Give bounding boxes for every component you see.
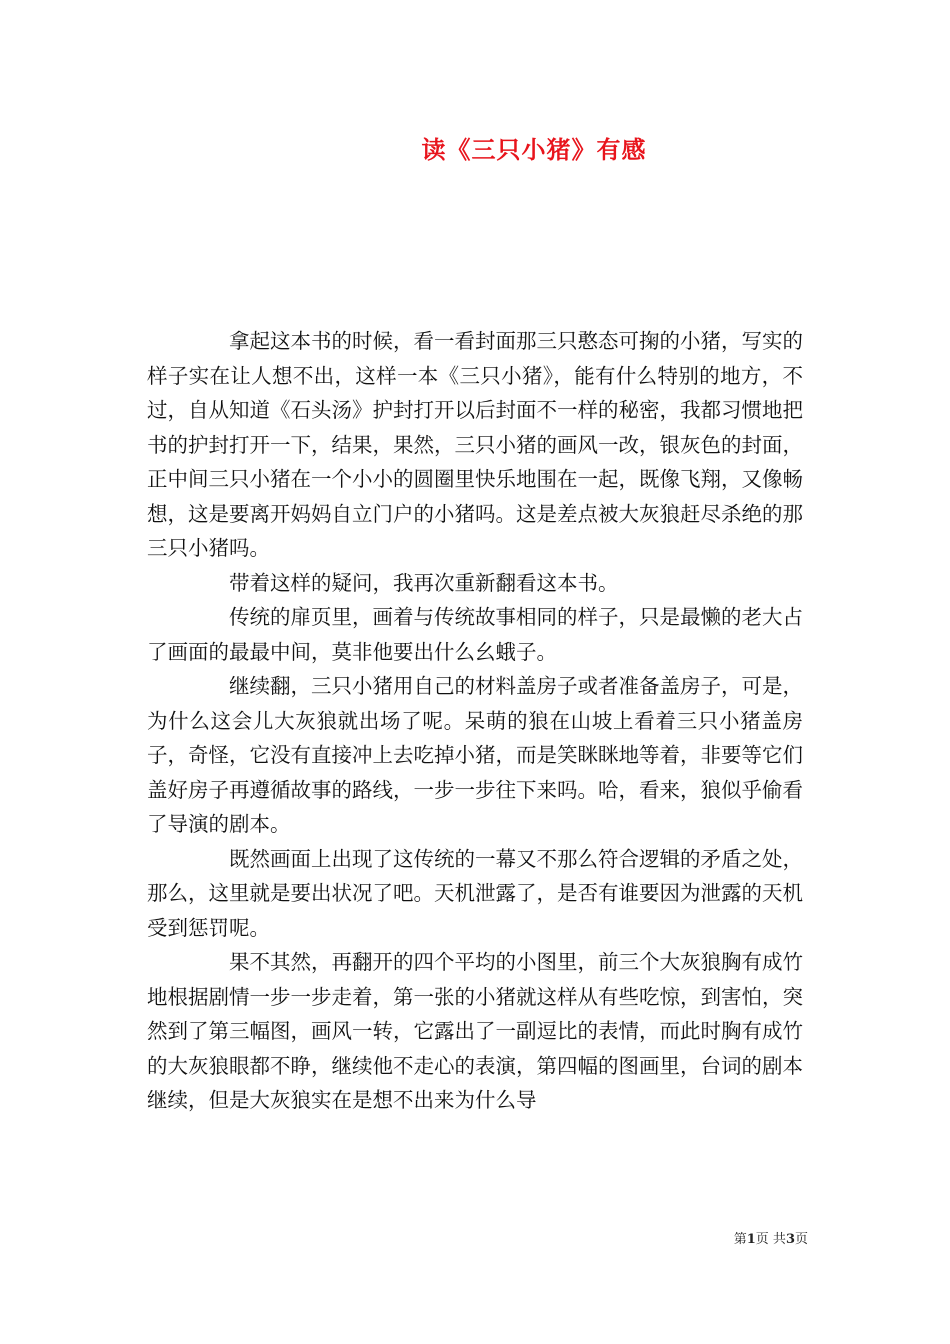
paragraph: 带着这样的疑问，我再次重新翻看这本书。 xyxy=(229,570,619,595)
footer-suffix: 页 xyxy=(794,1232,808,1247)
document-body xyxy=(147,324,803,1118)
total-page-number: 3 xyxy=(785,1232,795,1247)
paragraph: 继续翻，三只小猪用自己的材料盖房子或者准备盖房子，可是，为什么这会儿大灰狼就出场了呢。呆萌的狼在山坡上看着三只小猪盖房子，奇怪，它没有直接冲上去吃掉小猪，而是笑眯眯地等着，非要等它们盖好房子再遵循故事的路线，一步一步往下来吗。哈，看来，狼似乎偷看了导演的剧本。 xyxy=(147,674,803,836)
paragraph: 传统的扉页里，画着与传统故事相同的样子，只是最懒的老大占了画面的最最中间，莫非他要出什么幺蛾子。 xyxy=(147,605,803,664)
page-number-footer xyxy=(734,1232,808,1248)
current-page-number: 1 xyxy=(746,1232,756,1247)
page-title: 读《三只小猪》有感 xyxy=(421,135,647,164)
footer-middle: 页 共 xyxy=(755,1232,786,1247)
paragraph: 既然画面上出现了这传统的一幕又不那么符合逻辑的矛盾之处，那么，这里就是要出状况了吧。天机泄露了，是否有谁要因为泄露的天机受到惩罚呢。 xyxy=(147,846,803,940)
paragraph: 拿起这本书的时候，看一看封面那三只憨态可掬的小猪，写实的样子实在让人想不出，这样一本《三只小猪》，能有什么特别的地方，不过，自从知道《石头汤》护封打开以后封面不一样的秘密，我都习惯地把书的护封打开一下，结果，果然，三只小猪的画风一改，银灰色的封面，正中间三只小猪在一个小小的圆圈里快乐地围在一起，既像飞翔，又像畅想，这是要离开妈妈自立门户的小猪吗。这是差点被大灰狼赶尽杀绝的那三只小猪吗。 xyxy=(147,329,803,560)
paragraph: 果不其然，再翻开的四个平均的小图里，前三个大灰狼胸有成竹地根据剧情一步一步走着，第一张的小猪就这样从有些吃惊，到害怕，突然到了第三幅图，画风一转，它露出了一副逗比的表情，而此时胸有成竹的大灰狼眼都不睁，继续他不走心的表演，第四幅的图画里，台词的剧本继续，但是大灰狼实在是想不出来为什么导 xyxy=(147,950,803,1112)
footer-prefix: 第 xyxy=(733,1232,747,1247)
